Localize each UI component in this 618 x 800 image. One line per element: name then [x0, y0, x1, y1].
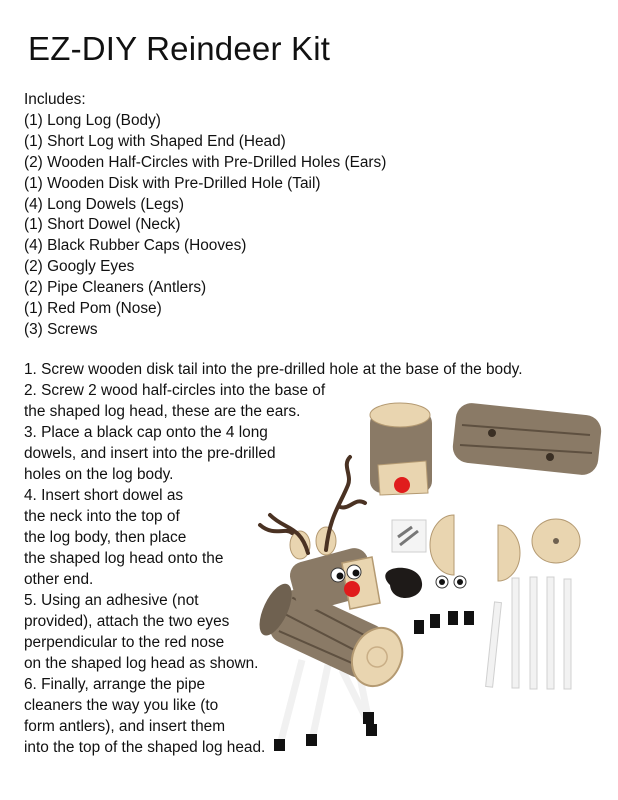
- hoof-cap: [366, 724, 377, 736]
- instruction-line: the neck into the top of: [24, 508, 180, 525]
- instruction-line: form antlers), and insert them: [24, 718, 226, 735]
- list-item: (1) Red Pom (Nose): [24, 300, 162, 318]
- includes-list: [24, 90, 386, 341]
- instruction-step-1: 1. Screw wooden disk tail into the pre-drilled hole at the base of the body.: [24, 361, 523, 378]
- list-item: (4) Black Rubber Caps (Hooves): [24, 237, 247, 255]
- list-item: (2) Wooden Half-Circles with Pre-Drilled Holes (Ears): [24, 153, 387, 171]
- includes-heading: Includes:: [24, 91, 86, 108]
- hoof-cap: [274, 739, 285, 751]
- pipe-cleaners-part: [385, 568, 422, 598]
- instruction-line: the shaped log head onto the: [24, 550, 224, 567]
- dowels-part: [486, 577, 571, 689]
- instruction-line: other end.: [24, 571, 94, 588]
- list-item: (4) Long Dowels (Legs): [24, 195, 184, 213]
- instruction-line: into the top of the shaped log head.: [24, 739, 266, 756]
- instruction-line: holes on the log body.: [24, 466, 174, 483]
- instruction-line: 2. Screw 2 wood half-circles into the base of: [24, 382, 326, 399]
- pipe-cleaner-antlers: [260, 457, 365, 553]
- instruction-line: dowels, and insert into the pre-drilled: [24, 445, 276, 462]
- instruction-line: 5. Using an adhesive (not: [24, 592, 199, 609]
- leg-dowel: [312, 665, 328, 740]
- list-item: (2) Googly Eyes: [24, 258, 135, 276]
- page-title: EZ-DIY Reindeer Kit: [28, 30, 331, 67]
- red-pom-nose: [344, 581, 360, 597]
- instruction-line: on the shaped log head as shown.: [24, 655, 259, 672]
- instruction-line: cleaners the way you like (to: [24, 697, 219, 714]
- hoof-cap: [306, 734, 317, 746]
- list-item: (1) Short Log with Shaped End (Head): [24, 132, 286, 150]
- leg-dowel: [280, 660, 302, 745]
- list-item: (1) Wooden Disk with Pre-Drilled Hole (Tail): [24, 174, 321, 192]
- instruction-line: 4. Insert short dowel as: [24, 487, 184, 504]
- list-item: (1) Short Dowel (Neck): [24, 216, 181, 234]
- ears-part: [430, 515, 520, 581]
- list-item: (3) Screws: [24, 320, 98, 338]
- assembled-reindeer: [252, 457, 411, 751]
- list-item: (1) Long Log (Body): [24, 111, 161, 129]
- screws-packet: [392, 520, 426, 552]
- hoof-caps-part: [414, 611, 474, 634]
- head-log-part: [370, 403, 432, 495]
- instruction-line: the shaped log head, these are the ears.: [24, 403, 301, 420]
- reindeer-kit-photo: [230, 395, 618, 775]
- list-item: (2) Pipe Cleaners (Antlers): [24, 279, 207, 297]
- instruction-line: 3. Place a black cap onto the 4 long: [24, 424, 268, 441]
- instruction-line: the log body, then place: [24, 529, 187, 546]
- instruction-line: provided), attach the two eyes: [24, 613, 230, 630]
- body-log-part: [451, 402, 602, 477]
- hoof-cap: [363, 712, 374, 724]
- instruction-line: 6. Finally, arrange the pipe: [24, 676, 206, 693]
- instruction-line: perpendicular to the red nose: [24, 634, 225, 651]
